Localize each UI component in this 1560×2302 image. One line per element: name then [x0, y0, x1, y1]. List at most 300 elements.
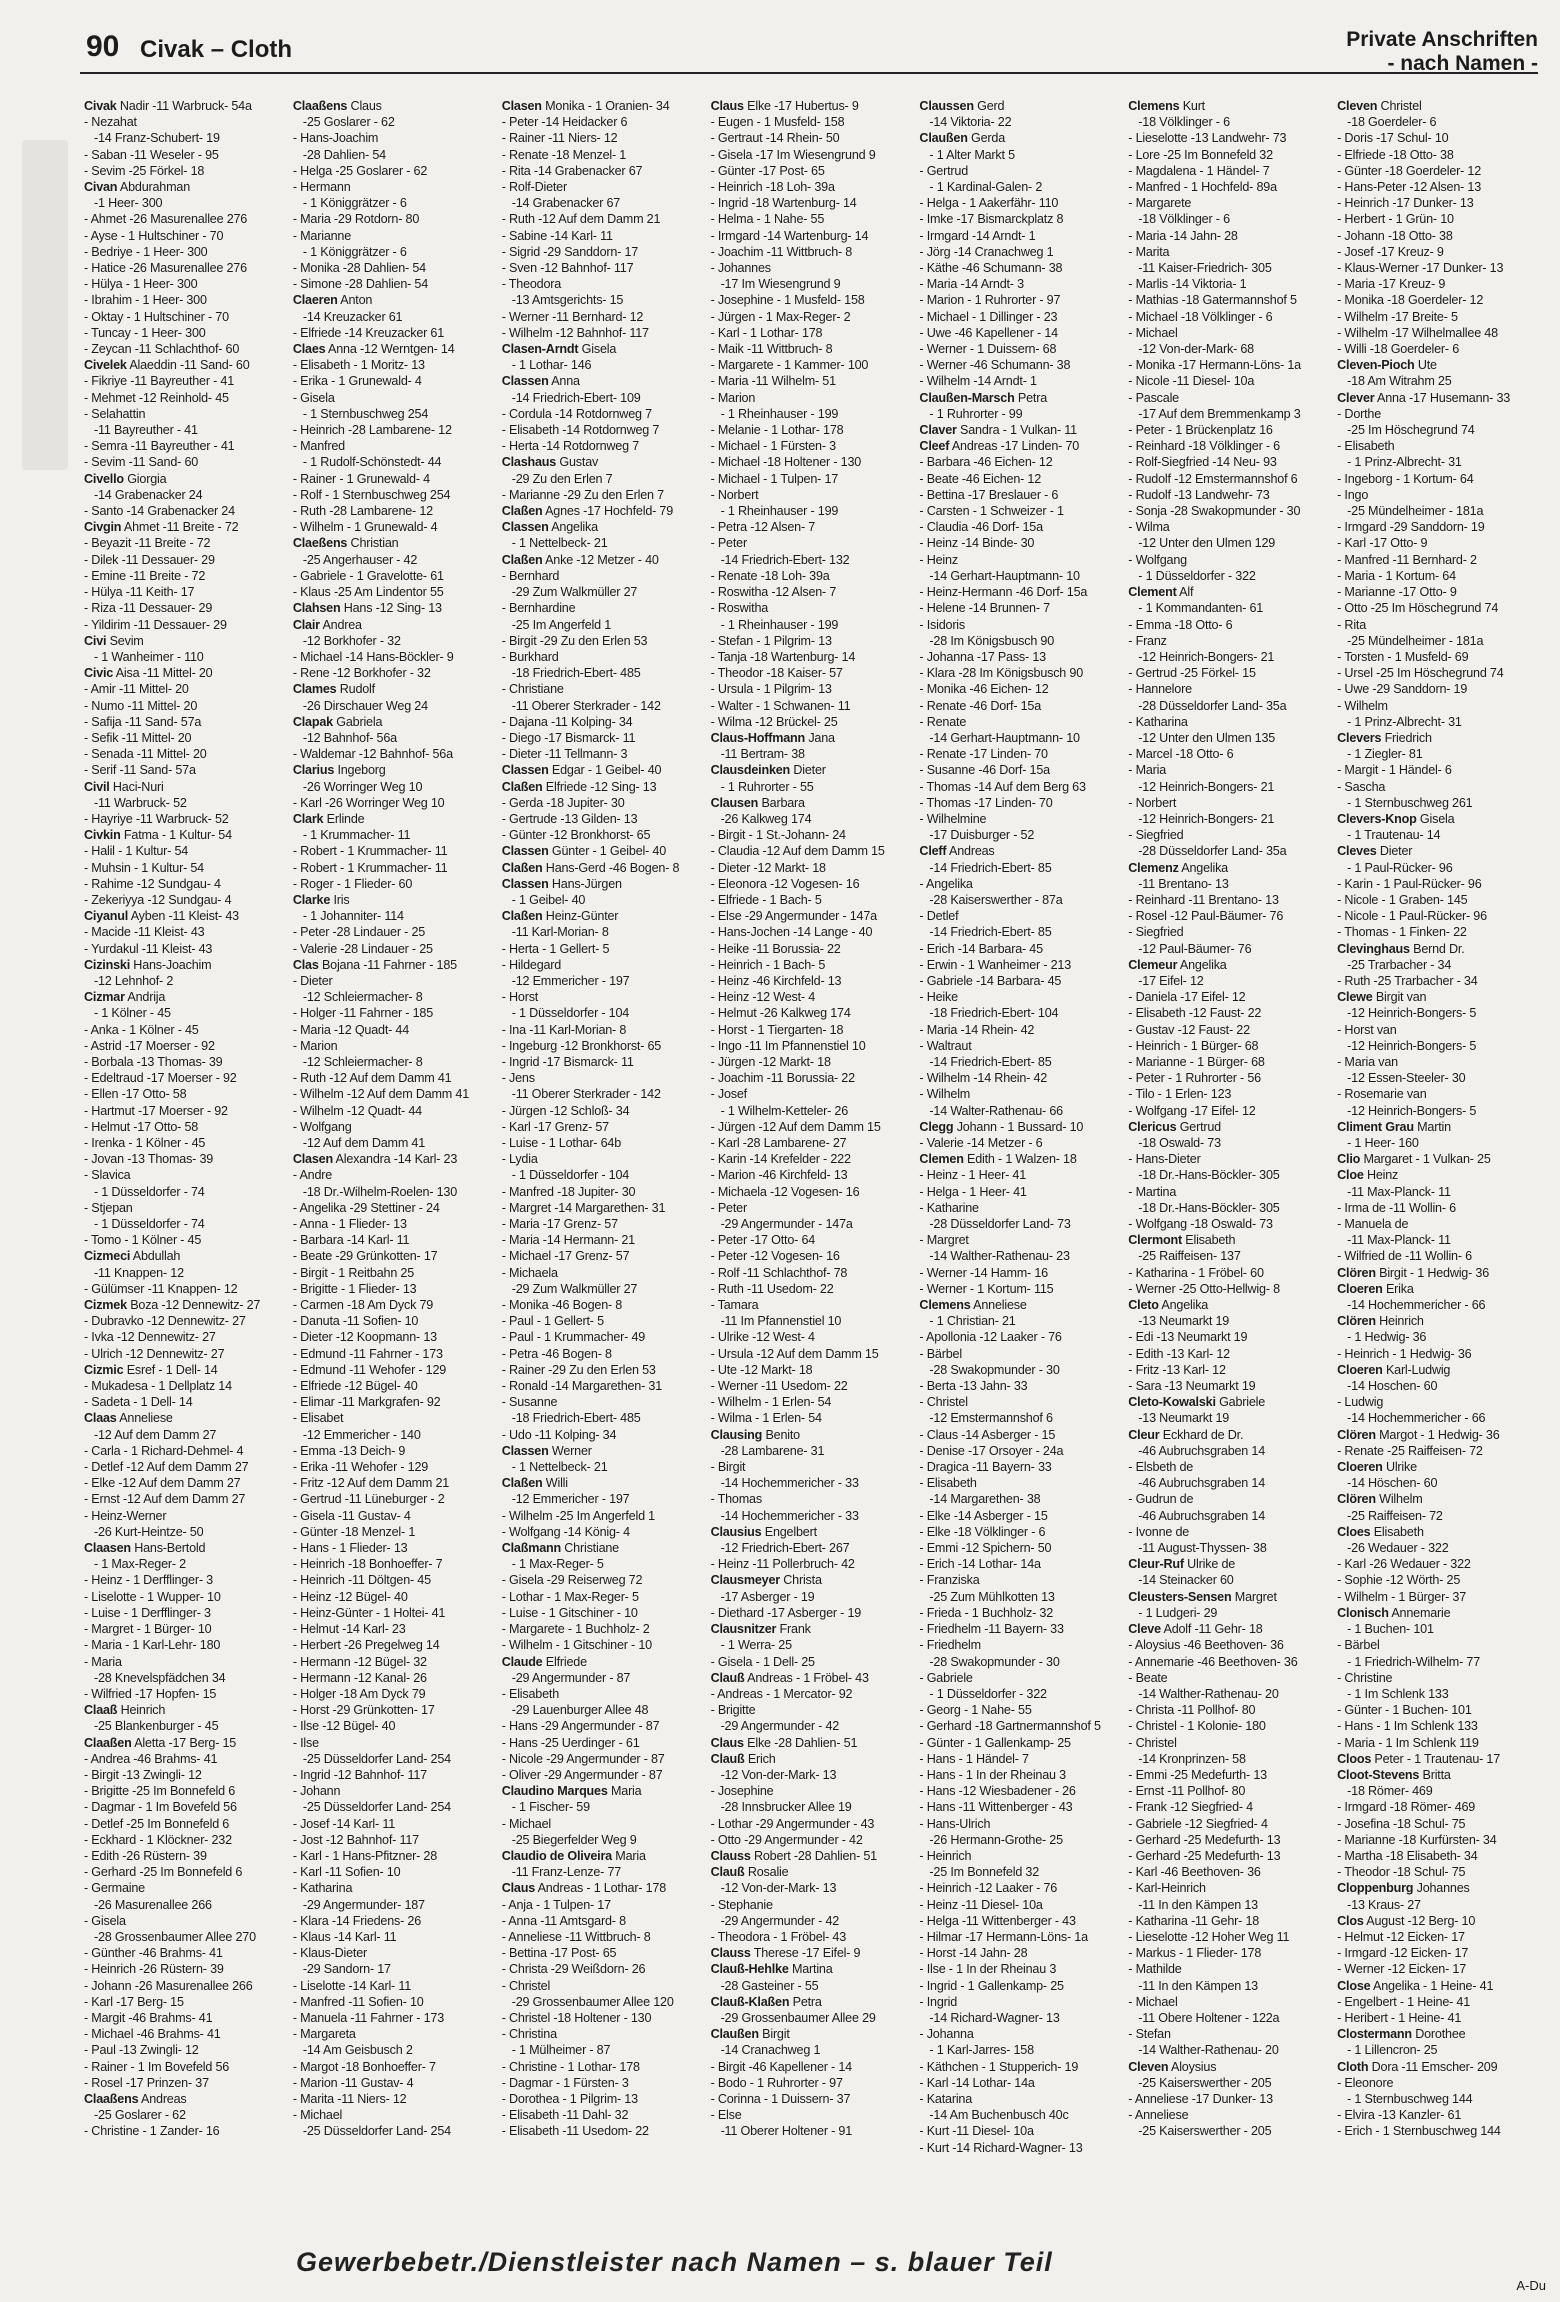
directory-entry: - 1 Ludgeri- 29 — [1138, 1605, 1218, 1620]
entry-detail: Britta — [1419, 1767, 1451, 1782]
entry-detail: Gabriele — [1215, 1395, 1266, 1410]
directory-entry — [502, 762, 707, 778]
surname: Clauss — [710, 1946, 751, 1961]
directory-entry: - Manfred - 1 Hochfeld- 89a — [1128, 180, 1277, 195]
directory-entry: - Günter - 1 Buchen- 101 — [1337, 1703, 1472, 1718]
surname: Claasen — [84, 1541, 131, 1556]
directory-entry: - Irenka - 1 Kölner - 45 — [84, 1136, 206, 1150]
entry-detail: Dieter — [1376, 844, 1413, 859]
directory-entry: - Irmgard -12 Eicken- 17 — [1337, 1946, 1469, 1961]
directory-entry: - Edmund -11 Wehofer - 129 — [292, 1362, 447, 1377]
entry-detail: Birgit — [758, 2027, 790, 2042]
directory-entry: - Karl -46 Beethoven- 36 — [1128, 1865, 1261, 1880]
directory-entry — [84, 98, 289, 114]
directory-entry: - 1 Christian- 21 — [929, 1314, 1016, 1329]
directory-entry: - Johann -26 Masurenallee 266 — [84, 1978, 253, 1993]
surname: Civil — [84, 779, 110, 794]
directory-entry: -12 Paul-Bäumer- 76 — [1138, 941, 1252, 956]
entry-detail: Aloysius — [1168, 2059, 1217, 2074]
directory-entry: - Maria — [84, 1654, 122, 1669]
surname: Claus — [710, 1735, 744, 1750]
directory-entry: - Ingeburg -12 Bronkhorst- 65 — [501, 1038, 662, 1053]
directory-entry: - Anneliese — [1128, 2108, 1189, 2123]
surname: Clauß-Hehlke — [710, 1962, 789, 1977]
directory-entry: - Andrea -46 Brahms- 41 — [84, 1751, 218, 1766]
entry-detail: Hans-Bertold — [130, 1541, 206, 1556]
directory-entry: - Manuela de — [1337, 1217, 1409, 1232]
directory-entry: - Wilhelm -17 Wilhelmallee 48 — [1337, 325, 1498, 340]
directory-entry: - Norbert — [710, 487, 759, 502]
surname: Cloes — [1337, 1524, 1371, 1539]
directory-entry: -11 Kaiser-Friedrich- 305 — [1138, 261, 1272, 276]
directory-entry: -13 Amtsgerichts- 15 — [511, 293, 624, 308]
entry-detail: Wilhelm — [1375, 1492, 1423, 1507]
entry-detail: Adolf -11 Gehr- 18 — [1160, 1622, 1263, 1637]
directory-entry: - Katharina - 1 Fröbel- 60 — [1128, 1265, 1264, 1280]
entry-detail: Christian — [347, 536, 399, 551]
directory-entry — [711, 1994, 916, 2010]
entry-detail: Anton — [337, 293, 373, 308]
directory-entry — [1337, 2059, 1542, 2075]
directory-entry — [293, 600, 498, 616]
directory-entry: -14 Steinacker 60 — [1138, 1573, 1234, 1588]
directory-entry — [1337, 1119, 1542, 1135]
entry-detail: Hans-Jürgen — [548, 876, 622, 891]
directory-entry: - Herta -14 Rotdornweg 7 — [501, 439, 640, 454]
directory-entry: - 1 Rudolf-Schönstedt- 44 — [302, 455, 442, 470]
directory-entry — [1128, 1589, 1333, 1605]
directory-entry: - Heinrich -18 Bonhoeffer- 7 — [292, 1557, 443, 1572]
directory-entry — [84, 665, 289, 681]
directory-entry: - Willi -18 Goerdeler- 6 — [1337, 342, 1460, 357]
surname: Civic — [84, 666, 114, 681]
directory-entry: - Werner -14 Hamm- 16 — [919, 1265, 1048, 1280]
directory-entry — [711, 1751, 916, 1767]
directory-entry: - Heinrich -28 Lambarene- 12 — [292, 423, 452, 438]
directory-entry: -25 Angerhauser - 42 — [302, 552, 418, 567]
surname: Clegg — [919, 1119, 954, 1134]
directory-entry: - Valerie -14 Metzer - 6 — [919, 1136, 1043, 1150]
directory-entry: - Karl - 1 Lothar- 178 — [710, 325, 823, 340]
directory-entry: - 1 Ruhrorter - 99 — [929, 406, 1023, 421]
directory-entry: -11 Warbruck- 52 — [94, 795, 187, 810]
directory-entry: - Frieda - 1 Buchholz- 32 — [919, 1605, 1054, 1620]
directory-entry: - Ruth -11 Usedom- 22 — [710, 1281, 834, 1296]
directory-entry: - Ernst -11 Pollhof- 80 — [1128, 1784, 1246, 1799]
directory-entry: -26 Masurenallee 266 — [94, 1897, 212, 1912]
directory-entry: - Semra -11 Bayreuther - 41 — [84, 439, 235, 454]
entry-detail: Christel — [1377, 99, 1422, 113]
surname: Claßen — [501, 504, 543, 519]
directory-entry: - Anja - 1 Tulpen- 17 — [501, 1897, 611, 1912]
directory-entry — [84, 957, 289, 973]
directory-entry: - Renate -17 Linden- 70 — [919, 747, 1048, 762]
directory-entry: - Rudolf -12 Emstermannshof 6 — [1128, 471, 1298, 486]
entry-detail: Anna -12 Werntgen- 14 — [325, 342, 455, 357]
directory-entry: - Andreas - 1 Mercator- 92 — [710, 1686, 853, 1701]
directory-columns — [84, 98, 1542, 2218]
directory-entry: - Helga - 1 Heer- 41 — [919, 1184, 1027, 1199]
entry-detail: Ulrike — [1382, 1460, 1417, 1475]
directory-entry — [293, 1151, 498, 1167]
directory-entry: - Johanna -17 Pass- 13 — [919, 649, 1046, 664]
directory-entry — [711, 762, 916, 778]
entry-detail: Margret — [1231, 1589, 1277, 1604]
directory-entry: - Hermann -12 Bügel- 32 — [292, 1654, 427, 1669]
directory-entry: - Gertrud — [919, 163, 969, 178]
directory-entry: - Franziska — [919, 1573, 980, 1588]
entry-detail: Elisabeth — [1370, 1524, 1424, 1539]
directory-entry: - Peter — [710, 536, 747, 551]
directory-entry: - Werner -46 Schumann- 38 — [919, 358, 1071, 373]
entry-detail: Andrija — [124, 990, 166, 1005]
directory-entry: - Ingrid — [919, 1994, 958, 2009]
directory-entry: -28 Dahlien- 54 — [302, 147, 386, 162]
directory-entry: - 1 Sternbuschweg 144 — [1347, 2091, 1473, 2106]
entry-detail: Claus — [347, 99, 382, 113]
directory-entry: -13 Neumarkt 19 — [1138, 1314, 1230, 1329]
directory-entry — [84, 1362, 289, 1378]
directory-entry: - Gisela - 1 Dell- 25 — [710, 1654, 815, 1669]
directory-entry — [502, 843, 707, 859]
directory-entry: - Ina -11 Karl-Morian- 8 — [501, 1022, 627, 1037]
directory-entry: - 1 Prinz-Albrecht- 31 — [1347, 714, 1462, 729]
directory-entry: - Dajana -11 Kolping- 34 — [501, 714, 633, 729]
directory-entry: - Luise - 1 Derfflinger- 3 — [84, 1605, 211, 1620]
directory-entry: - Manfred -11 Bernhard- 2 — [1337, 552, 1477, 567]
directory-entry — [711, 2026, 916, 2042]
directory-entry: -13 Neumarkt 19 — [1138, 1411, 1230, 1426]
entry-detail: August -12 Berg- 10 — [1363, 1913, 1476, 1928]
directory-entry: -28 Innsbrucker Allee 19 — [720, 1800, 852, 1815]
directory-entry: - Margit - 1 Händel- 6 — [1337, 763, 1452, 778]
directory-entry: - Saban -11 Weseler - 95 — [84, 147, 219, 162]
surname: Claßen — [501, 860, 543, 875]
directory-entry: - Emma -13 Deich- 9 — [292, 1443, 406, 1458]
directory-entry: - 1 Ziegler- 81 — [1347, 747, 1423, 762]
directory-entry: - Elimar -11 Markgrafen- 92 — [292, 1395, 441, 1410]
surname: Clermont — [1128, 1233, 1182, 1248]
entry-detail: Ulrike de — [1183, 1557, 1236, 1572]
directory-entry: -12 Von-der-Mark- 13 — [720, 1881, 837, 1896]
directory-entry: - Annemarie -46 Beethoven- 36 — [1128, 1654, 1298, 1669]
directory-entry: - Marcel -18 Otto- 6 — [1128, 747, 1234, 762]
directory-entry: - Selahattin — [84, 406, 146, 421]
entry-detail: Aletta -17 Berg- 15 — [131, 1735, 237, 1750]
directory-entry: - Hatice -26 Masurenallee 276 — [84, 261, 247, 276]
directory-entry: - Marianne - 1 Bürger- 68 — [1128, 1054, 1265, 1069]
directory-entry: - Siegfried — [1128, 925, 1184, 940]
directory-entry: - Margret — [919, 1233, 969, 1248]
directory-entry: - Elisabeth — [501, 1686, 560, 1701]
directory-entry: - Wolfgang — [1128, 552, 1187, 567]
directory-entry: - Stjepan — [84, 1200, 133, 1215]
entry-detail: Iris — [330, 892, 350, 907]
directory-entry: - Manfred -18 Jupiter- 30 — [501, 1184, 636, 1199]
directory-entry: - Rolf -11 Schlachthof- 78 — [710, 1265, 848, 1280]
directory-entry: - Jürgen - 1 Max-Reger- 2 — [710, 309, 851, 324]
directory-entry: - Karl -28 Lambarene- 27 — [710, 1136, 847, 1150]
directory-entry — [293, 892, 498, 908]
directory-entry: - Ruth -25 Trarbacher - 34 — [1337, 973, 1478, 988]
directory-entry: - 1 Hedwig- 36 — [1347, 1330, 1427, 1345]
entry-detail: Angelika — [1177, 957, 1227, 972]
directory-entry: - Udo -11 Kolping- 34 — [501, 1427, 617, 1442]
directory-entry: - Sevim -25 Förkel- 18 — [84, 163, 205, 178]
directory-entry: -26 Kurt-Heintze- 50 — [94, 1524, 204, 1539]
directory-entry: - Erich - 1 Sternbuschweg 144 — [1337, 2124, 1501, 2139]
surname: Clören — [1337, 1492, 1376, 1507]
directory-entry: - 1 Düsseldorfer - 74 — [94, 1184, 205, 1199]
directory-entry — [1337, 1151, 1542, 1167]
entry-detail: Haci-Nuri — [109, 779, 164, 794]
directory-entry: - Hilmar -17 Hermann-Löns- 1a — [919, 1929, 1088, 1944]
directory-entry: - Werner - 1 Duissern- 68 — [919, 342, 1057, 357]
directory-entry: - Werner -12 Eicken- 17 — [1337, 1962, 1466, 1977]
directory-entry: - 1 Kardinal-Galen- 2 — [929, 180, 1043, 195]
entry-detail: Nadir -11 Warbruck- 54a — [116, 99, 252, 113]
directory-entry: - Denise -17 Orsoyer - 24a — [919, 1443, 1064, 1458]
directory-entry: - Mukadesa - 1 Dellplatz 14 — [84, 1379, 232, 1394]
header-right-line2: - nach Namen - — [1387, 52, 1538, 75]
surname: Claußen-Marsch — [919, 390, 1015, 405]
directory-entry: - Sascha — [1337, 779, 1386, 794]
entry-detail: Anna -17 Husemann- 33 — [1374, 390, 1511, 405]
directory-entry: -11 Max-Planck- 11 — [1347, 1184, 1451, 1199]
directory-entry: -14 Friedrich-Ebert- 132 — [720, 552, 850, 567]
directory-entry: -14 Gerhart-Hauptmann- 10 — [929, 730, 1080, 745]
directory-entry: - Marita -11 Niers- 12 — [292, 2091, 407, 2106]
directory-entry — [1128, 1556, 1333, 1572]
directory-entry — [1337, 941, 1542, 957]
directory-entry: - 1 Karl-Jarres- 158 — [929, 2043, 1034, 2058]
surname: Claßen — [501, 909, 543, 924]
directory-entry: - Klaus -25 Am Lindentor 55 — [292, 585, 444, 600]
directory-entry: - Dagmar - 1 Fürsten- 3 — [501, 2075, 629, 2090]
directory-entry: - Günter -18 Goerdeler- 12 — [1337, 163, 1482, 178]
directory-entry: - 1 Lillencron- 25 — [1347, 2043, 1438, 2058]
directory-entry: -14 Friedrich-Ebert- 85 — [929, 1054, 1052, 1069]
directory-entry: - Hülya - 1 Heer- 300 — [84, 277, 198, 292]
directory-entry: - Lothar -29 Angermunder - 43 — [710, 1816, 875, 1831]
directory-entry: -12 Essen-Steeler- 30 — [1347, 1071, 1466, 1086]
directory-entry: - Beate — [1128, 1670, 1168, 1685]
directory-entry: - Werner - 1 Kortum- 115 — [919, 1281, 1054, 1296]
directory-entry: -14 Kreuzacker 61 — [302, 309, 403, 324]
entry-detail: Dorothee — [1411, 2027, 1466, 2042]
directory-entry: - Maria -29 Rotdorn- 80 — [292, 212, 420, 227]
directory-entry: - Wilma - 1 Erlen- 54 — [710, 1411, 822, 1426]
directory-entry: -14 Hochemmericher - 33 — [720, 1508, 859, 1523]
surname: Claudio de Oliveira — [501, 1848, 612, 1863]
surname: Clewe — [1337, 990, 1373, 1005]
entry-detail: Elfriede — [542, 1654, 587, 1669]
directory-entry: - Susanne -46 Dorf- 15a — [919, 763, 1050, 778]
directory-entry: - Gerda -18 Jupiter- 30 — [501, 795, 625, 810]
directory-entry — [1337, 390, 1542, 406]
directory-entry: - Klara -28 Im Königsbusch 90 — [919, 666, 1084, 681]
entry-detail: Erlinde — [323, 811, 365, 826]
directory-entry: -18 Friedrich-Ebert- 485 — [511, 1411, 641, 1426]
directory-entry: - Erika -11 Wehofer - 129 — [292, 1460, 429, 1475]
directory-entry — [84, 989, 289, 1005]
directory-entry: -12 Von-der-Mark- 13 — [720, 1767, 837, 1782]
directory-entry: - Birgit -46 Kapellener - 14 — [710, 2059, 852, 2074]
directory-entry: - Hans-Joachim — [292, 131, 379, 146]
directory-entry: - Birgit -13 Zwingli- 12 — [84, 1767, 202, 1782]
directory-entry: - Yurdakul -11 Kleist- 43 — [84, 941, 213, 956]
header-right-line1: Private Anschriften — [1346, 28, 1538, 51]
directory-entry — [1128, 98, 1333, 114]
directory-entry: - Hartmut -17 Moerser - 92 — [84, 1103, 228, 1118]
directory-column — [1128, 98, 1333, 2218]
directory-entry: -12 Auf dem Damm 41 — [302, 1136, 426, 1150]
directory-entry: - Helene -14 Brunnen- 7 — [919, 601, 1050, 616]
directory-entry: - Heinz -12 Bügel- 40 — [292, 1589, 408, 1604]
directory-entry: -12 Schleiermacher- 8 — [302, 990, 423, 1005]
directory-entry: - Diethard -17 Asberger - 19 — [710, 1605, 862, 1620]
directory-entry: - Susanne — [501, 1395, 558, 1410]
directory-entry: - Diego -17 Bismarck- 11 — [501, 730, 636, 745]
directory-entry: -25 Kaiserswerther - 205 — [1138, 2075, 1272, 2090]
directory-entry: -26 Wedauer - 322 — [1347, 1541, 1449, 1556]
entry-detail: Margaret - 1 Vulkan- 25 — [1360, 1152, 1491, 1167]
directory-entry: - Marianne — [292, 228, 352, 243]
directory-entry: - Karl -17 Otto- 9 — [1337, 536, 1428, 551]
directory-entry: -14 Hochemmericher - 66 — [1347, 1298, 1486, 1313]
directory-entry: - Manfred -11 Sofien- 10 — [292, 1994, 424, 2009]
directory-entry — [1128, 1427, 1333, 1443]
directory-entry: - Martina — [1128, 1184, 1177, 1199]
directory-entry: - Karl -17 Berg- 15 — [84, 1994, 184, 2009]
entry-detail: Angelika - 1 Heine- 41 — [1370, 1978, 1494, 1993]
directory-entry — [502, 519, 707, 535]
directory-entry: - Christa -11 Pollhof- 80 — [1128, 1703, 1256, 1718]
directory-entry: -12 Heinrich-Bongers- 21 — [1138, 779, 1275, 794]
entry-detail: Boza -12 Dennewitz- 27 — [126, 1298, 261, 1313]
directory-entry: - Rainer -29 Zu den Erlen 53 — [501, 1362, 656, 1377]
directory-entry: - Carla - 1 Richard-Dehmel- 4 — [84, 1443, 244, 1458]
directory-entry — [293, 341, 498, 357]
directory-entry: - Jürgen -12 Schloß- 34 — [501, 1103, 630, 1118]
directory-entry: - Dorothea - 1 Pilgrim- 13 — [501, 2091, 638, 2106]
surname: Cizmeci — [84, 1249, 131, 1264]
directory-entry: - Klaus -14 Karl- 11 — [292, 1929, 397, 1944]
directory-entry: - Karl -14 Lothar- 14a — [919, 2075, 1035, 2090]
entry-detail: Alf — [1176, 585, 1194, 600]
directory-entry: - Claudia -46 Dorf- 15a — [919, 520, 1043, 535]
directory-entry: - Luise - 1 Lothar- 64b — [501, 1136, 622, 1150]
directory-entry: - Ingo — [1337, 487, 1369, 502]
directory-entry — [84, 1297, 289, 1313]
directory-entry: - Ulrich -12 Dennewitz- 27 — [84, 1346, 225, 1361]
surname: Clauß — [710, 1751, 745, 1766]
surname: Clasen-Arndt — [501, 342, 579, 357]
directory-entry: - Margit -46 Brahms- 41 — [84, 2010, 213, 2025]
directory-entry: - Josefina -18 Schul- 75 — [1337, 1816, 1466, 1831]
directory-entry: - Detlef -25 Im Bonnefeld 6 — [84, 1816, 230, 1831]
directory-entry: - Heinrich -11 Döltgen- 45 — [292, 1573, 431, 1588]
entry-detail: Johann - 1 Bussard- 10 — [953, 1119, 1084, 1134]
directory-entry: -26 Worringer Weg 10 — [302, 779, 423, 794]
directory-entry: - Gisela -29 Reiserweg 72 — [501, 1573, 643, 1588]
surname: Classen — [501, 876, 549, 891]
surname: Claaßens — [84, 2091, 139, 2106]
directory-entry: - Reinhard -18 Völklinger - 6 — [1128, 439, 1280, 454]
directory-entry: -12 Emmericher - 197 — [511, 1492, 630, 1507]
directory-entry: - Christel - 1 Kolonie- 180 — [1128, 1719, 1266, 1734]
directory-entry: -17 Duisburger - 52 — [929, 828, 1035, 843]
directory-entry: - Michael -46 Brahms- 41 — [84, 2027, 221, 2042]
surname: Clair — [292, 617, 320, 632]
directory-entry: - Gabriele — [919, 1670, 973, 1685]
surname: Cleven — [1128, 2059, 1169, 2074]
directory-entry: - Anna - 1 Flieder- 13 — [292, 1217, 407, 1232]
directory-entry: - Gisela -17 Im Wiesengrund 9 — [710, 147, 876, 162]
directory-entry — [502, 1475, 707, 1491]
directory-entry: - Maria -17 Grenz- 57 — [501, 1217, 618, 1232]
directory-entry: - Dagmar - 1 Im Bovefeld 56 — [84, 1800, 237, 1815]
directory-entry: -28 Im Königsbusch 90 — [929, 633, 1055, 648]
directory-entry: - Paul -13 Zwingli- 12 — [84, 2043, 199, 2058]
directory-entry: - Gabriele - 1 Gravelotte- 61 — [292, 568, 444, 583]
directory-entry — [919, 1151, 1124, 1167]
directory-entry: - Uwe -29 Sanddorn- 19 — [1337, 682, 1468, 697]
entry-detail: Therese -17 Eifel- 9 — [750, 1946, 861, 1961]
directory-entry: - 1 Königgrätzer - 6 — [302, 196, 407, 211]
entry-detail: Angelika — [1158, 1298, 1209, 1313]
directory-entry: - Ingrid -17 Bismarck- 11 — [501, 1054, 634, 1069]
entry-detail: Eckhard de Dr. — [1159, 1427, 1244, 1442]
directory-entry: - Heinz -11 Diesel- 10a — [919, 1897, 1043, 1912]
directory-entry: - Marianne -17 Otto- 9 — [1337, 585, 1457, 600]
directory-entry: - Lieselotte -12 Hoher Weg 11 — [1128, 1929, 1290, 1944]
surname: Clevers — [1337, 730, 1382, 745]
directory-column — [502, 98, 707, 2218]
directory-entry: - Fritz -12 Auf dem Damm 21 — [292, 1476, 450, 1491]
directory-entry: - Wilhelmine — [919, 811, 987, 826]
directory-entry: - Maria - 1 Im Schlenk 119 — [1337, 1735, 1479, 1750]
surname: Claver — [919, 423, 957, 438]
directory-entry: - Gerhard -25 Medefurth- 13 — [1128, 1848, 1281, 1863]
directory-entry — [1337, 989, 1542, 1005]
page-number: 90 — [86, 30, 120, 63]
directory-entry: - Peter -14 Heidacker 6 — [501, 115, 628, 130]
directory-entry: - Zeycan -11 Schlachthof- 60 — [84, 342, 240, 357]
directory-entry: - Klara -14 Friedens- 26 — [292, 1913, 422, 1928]
directory-entry: - Michael - 1 Dillinger - 23 — [919, 309, 1058, 324]
directory-entry: - Anneliese -17 Dunker- 13 — [1128, 2091, 1273, 2106]
surname: Clos — [1337, 1913, 1364, 1928]
directory-entry: - Wilhelm - 1 Bürger- 37 — [1337, 1589, 1467, 1604]
directory-entry: - Thomas - 1 Finken- 22 — [1337, 925, 1467, 940]
directory-entry: - Kurt -14 Richard-Wagner- 13 — [919, 2140, 1083, 2155]
directory-entry: - Ingrid -18 Wartenburg- 14 — [710, 196, 857, 211]
directory-entry: - Wilhelm - 1 Grunewald- 4 — [292, 520, 438, 535]
directory-entry — [84, 519, 289, 535]
directory-entry: - Hans -12 Wiesbadener - 26 — [919, 1784, 1076, 1799]
header-divider — [80, 72, 1538, 74]
directory-entry: - 1 Kölner - 45 — [94, 1006, 171, 1021]
directory-entry: - Michael -14 Hans-Böckler- 9 — [292, 649, 454, 664]
directory-entry: - Georg - 1 Nahe- 55 — [919, 1703, 1032, 1718]
surname: Clören — [1337, 1314, 1376, 1329]
directory-entry: - Elisabeth -11 Usedom- 22 — [501, 2124, 649, 2139]
surname: Claussen — [919, 99, 974, 113]
entry-detail: Karl-Ludwig — [1382, 1362, 1451, 1377]
directory-entry: - Rita — [1337, 617, 1367, 632]
entry-detail: Dieter — [790, 763, 826, 778]
